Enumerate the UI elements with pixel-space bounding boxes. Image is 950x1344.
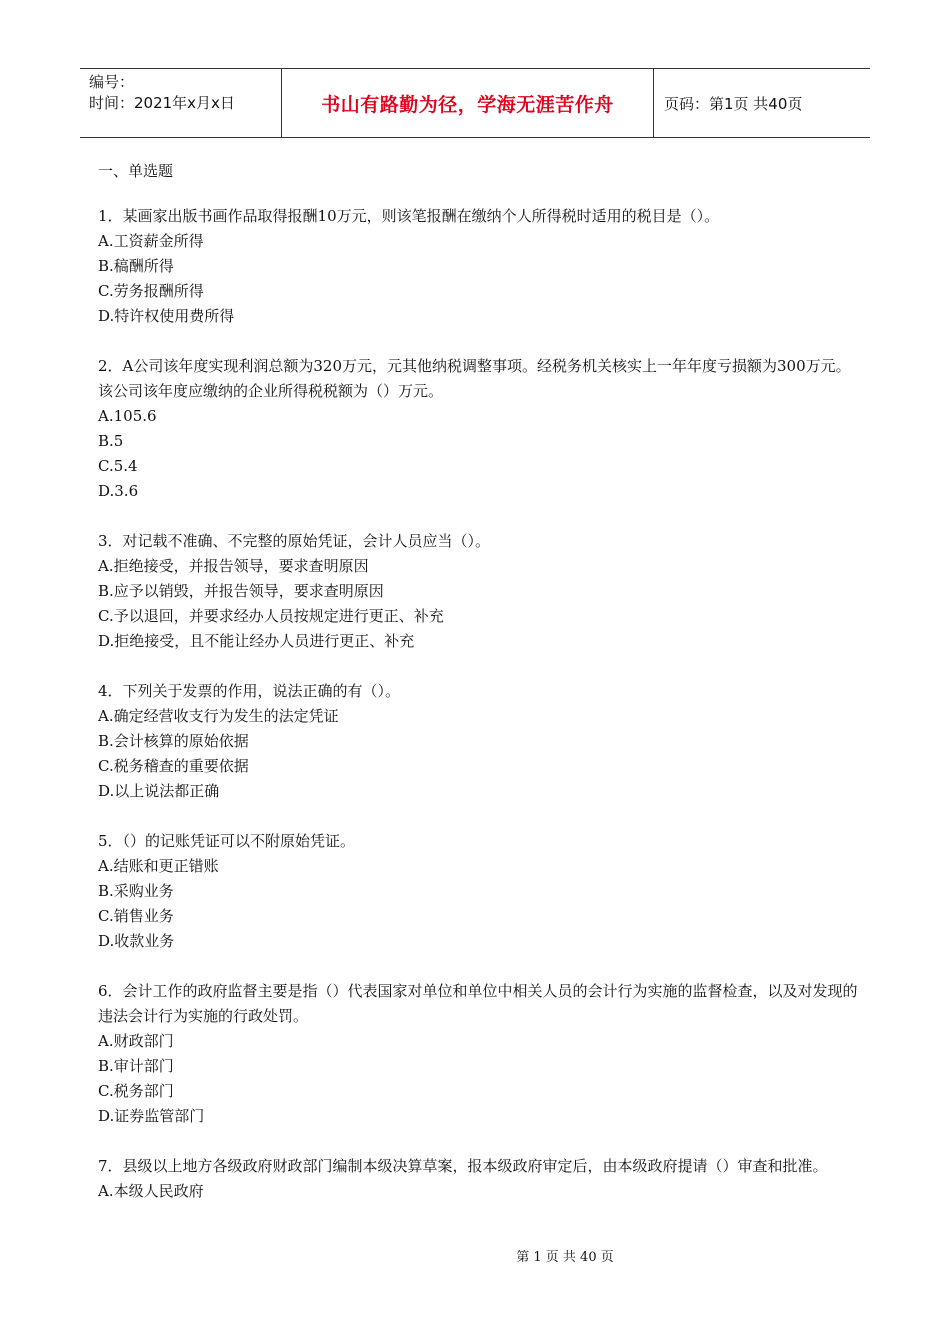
header-page-info: 页码：第1页 共40页: [664, 94, 803, 113]
answer-option: C.5.4: [98, 457, 138, 475]
answer-option: C.销售业务: [98, 907, 174, 925]
answer-option: B.审计部门: [98, 1057, 174, 1075]
question-item: [98, 679, 858, 804]
answer-option: C.税务稽查的重要依据: [98, 757, 249, 775]
page-footer: 第 1 页 共 40 页: [516, 1250, 614, 1265]
question-stem: 4．下列关于发票的作用，说法正确的有（）。: [98, 682, 401, 700]
answer-option: B.会计核算的原始依据: [98, 732, 249, 750]
question-item: [98, 979, 858, 1129]
answer-option: A.工资薪金所得: [98, 232, 204, 250]
question-stem: 7．县级以上地方各级政府财政部门编制本级决算草案，报本级政府审定后，由本级政府提请（）审查和批准。: [98, 1157, 828, 1175]
question-stem: 3．对记载不准确、不完整的原始凭证，会计人员应当（）。: [98, 532, 491, 550]
question-item: [98, 204, 858, 329]
answer-option: A.确定经营收支行为发生的法定凭证: [98, 707, 339, 725]
document-body: [98, 160, 858, 1229]
answer-option: D.拒绝接受，且不能让经办人员进行更正、补充: [98, 632, 415, 650]
question-stem: 1．某画家出版书画作品取得报酬10万元，则该笔报酬在缴纳个人所得税时适用的税目是（）。: [98, 207, 720, 225]
answer-option: A.105.6: [98, 407, 157, 425]
answer-option: D.证券监管部门: [98, 1107, 205, 1125]
answer-option: A.结账和更正错账: [98, 857, 219, 875]
answer-option: D.以上说法都正确: [98, 782, 220, 800]
answer-option: C.税务部门: [98, 1082, 174, 1100]
answer-option: C.劳务报酬所得: [98, 282, 204, 300]
question-stem: 6．会计工作的政府监督主要是指（）代表国家对单位和单位中相关人员的会计行为实施的监督检查，以及对发现的违法会计行为实施的行政处罚。: [98, 982, 858, 1025]
question-stem: 5．（）的记账凭证可以不附原始凭证。: [98, 832, 356, 850]
question-item: [98, 354, 858, 504]
answer-option: D.3.6: [98, 482, 139, 500]
answer-option: A.财政部门: [98, 1032, 174, 1050]
question-item: [98, 829, 858, 954]
answer-option: B.5: [98, 432, 124, 450]
question-stem: 2．A公司该年度实现利润总额为320万元，元其他纳税调整事项。经税务机关核实上一年年度亏损额为300万元。该公司该年度应缴纳的企业所得税税额为（）万元。: [98, 357, 851, 400]
answer-option: D.收款业务: [98, 932, 175, 950]
answer-option: B.稿酬所得: [98, 257, 174, 275]
page-header: [80, 68, 870, 138]
answer-option: C.予以退回，并要求经办人员按规定进行更正、补充: [98, 607, 444, 625]
answer-option: B.采购业务: [98, 882, 174, 900]
document-number-label: 编号：: [89, 73, 135, 91]
header-motto: 书山有路勤为径，学海无涯苦作舟: [282, 69, 654, 137]
answer-option: B.应予以销毁，并报告领导，要求查明原因: [98, 582, 384, 600]
document-time-label: 时间：2021年x月x日: [89, 94, 235, 112]
question-item: [98, 529, 858, 654]
answer-option: A.本级人民政府: [98, 1182, 204, 1200]
section-title: 一、单选题: [98, 162, 174, 180]
header-meta: [80, 69, 282, 137]
question-list: [98, 204, 858, 1204]
answer-option: A.拒绝接受，并报告领导，要求查明原因: [98, 557, 369, 575]
question-item: [98, 1154, 858, 1204]
answer-option: D.特许权使用费所得: [98, 307, 235, 325]
